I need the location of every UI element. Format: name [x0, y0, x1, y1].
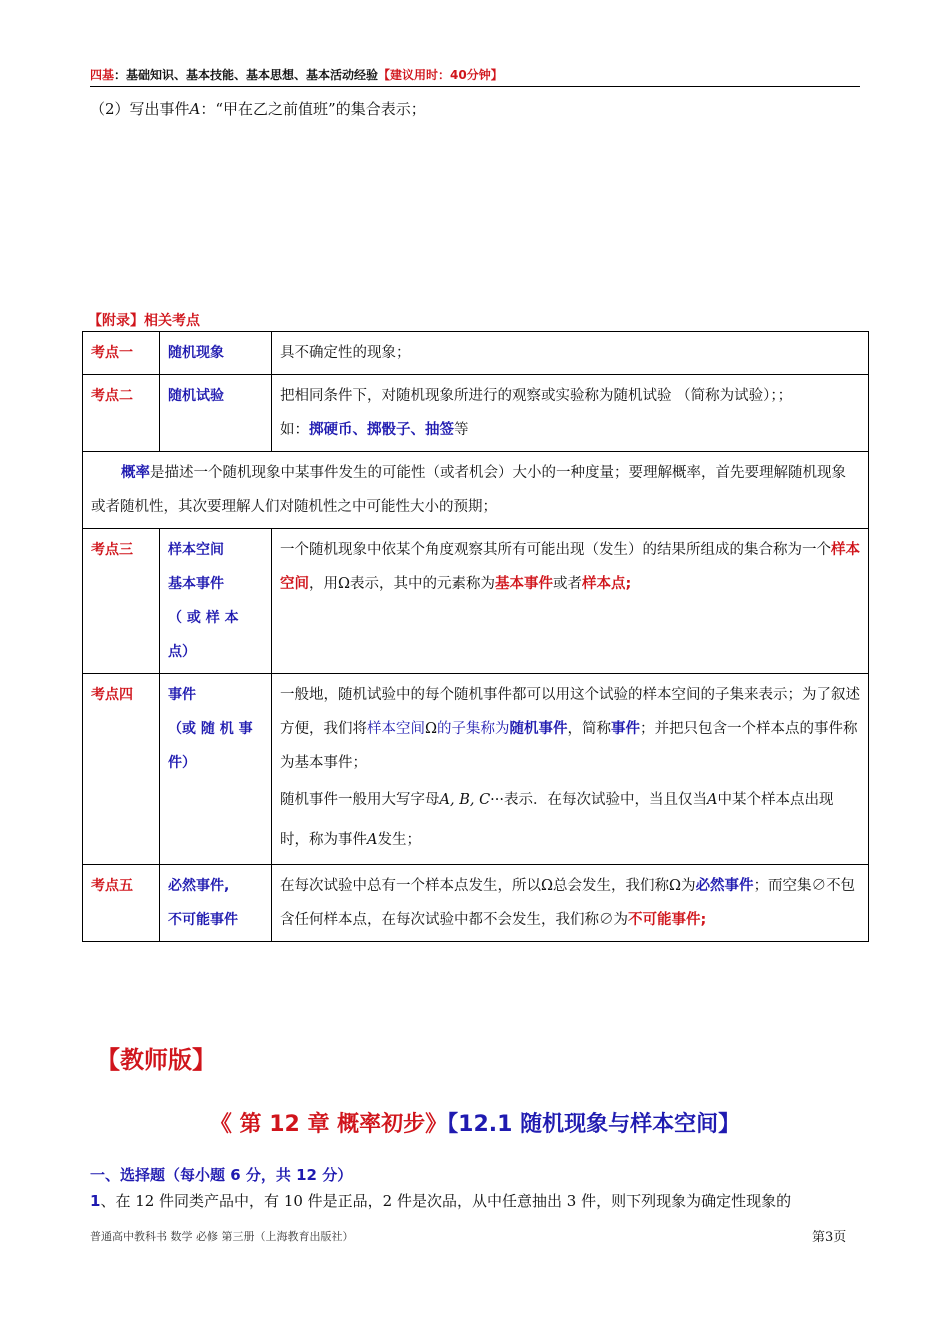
content-text: 随机事件一般用大写字母 [280, 792, 440, 808]
content-bold: 不可能事件; [628, 912, 707, 928]
point-name: 件） [168, 755, 196, 771]
content-text: 表示．在每次试验中，当且仅当 [504, 792, 707, 808]
point-name: 基本事件 [168, 576, 224, 592]
content-text: 中某个样本点出现时，称为事件 [280, 792, 834, 848]
point-name: 必然事件, [168, 878, 230, 894]
question-2-text-2: ：“甲在乙之前值班”的集合表示； [200, 100, 426, 118]
omega-symbol: Ω [338, 576, 351, 592]
content-text: ，简称 [567, 721, 612, 737]
point-content: 把相同条件下，对随机现象所进行的观察或实验称为随机试验 （简称为试验）；； [280, 388, 793, 404]
point-content: 具不确定性的现象； [280, 345, 411, 361]
point-label: 考点三 [91, 542, 133, 558]
point-name: 不可能事件 [168, 912, 238, 928]
point-name: 点） [168, 644, 196, 660]
content-text: 为 [613, 912, 628, 928]
question-text: 、在 12 件同类产品中，有 10 件是正品，2 件是次品，从中任意抽出 3 件，则下列现象为确定性现象的 [100, 1192, 792, 1210]
content-text: ；并把只包含一个样本点的事件称为基本事件； [280, 721, 858, 771]
point-label: 考点一 [91, 345, 133, 361]
content-blue: 的子集称为 [437, 721, 510, 737]
content-text: 不包含任何样本点，在每次试验中都不会发生，我们称 [280, 878, 856, 928]
table-row [83, 529, 869, 674]
header-time: 【建议用时：40分钟】 [378, 68, 503, 82]
content-bold: 随机事件 [509, 721, 568, 737]
omega-symbol: Ω [541, 878, 554, 894]
empty-set-symbol: ∅ [811, 878, 827, 894]
omega-symbol: Ω [669, 878, 682, 894]
question-2-text-1: （2）写出事件 [90, 100, 190, 118]
appendix-title: 【附录】相关考点 [88, 313, 200, 329]
table-row [83, 452, 869, 529]
content-text: ；而空集 [753, 878, 812, 894]
example-prefix: 如： [280, 422, 309, 438]
event-variable: A [707, 792, 718, 808]
content-bold: 样本空间 [280, 542, 860, 592]
note-bold: 概率 [121, 465, 150, 481]
point-content [272, 674, 869, 865]
point-content [272, 865, 869, 942]
section-title: 一、选择题（每小题 6 分，共 12 分） [90, 1166, 353, 1184]
point-content [272, 529, 869, 674]
footer-page-number: 第3页 [812, 1230, 847, 1245]
content-text: 表示，其中的元素称为 [350, 576, 496, 592]
content-text: 或者 [553, 576, 583, 592]
question-number: 1 [90, 1192, 101, 1210]
point-name: （或 随 机 事 [168, 721, 253, 737]
point-name: 样本空间 [168, 542, 224, 558]
content-text: 发生； [377, 832, 421, 848]
point-name: 随机试验 [168, 388, 224, 404]
chapter-title-part-2: 【12.1 随机现象与样本空间】 [447, 1112, 741, 1137]
header-prefix: 四基 [90, 68, 115, 82]
content-bold: 事件 [611, 721, 641, 737]
content-text: ，用 [309, 576, 338, 592]
point-example [280, 413, 860, 447]
teacher-label: 【教师版】 [96, 1046, 216, 1074]
note-text: 是描述一个随机现象中某事件发生的可能性（或者机会）大小的一种度量；要理解概率，首先要理解随机现象或者随机性，其次要理解人们对随机性之中可能性大小的预期； [91, 465, 846, 515]
table-row [83, 865, 869, 942]
table-row [83, 375, 869, 452]
knowledge-points-table [82, 331, 869, 942]
content-text: 一般地，随机试验中的每个随机事件都可以用这个试验的样本空间的子集来表示；为了叙述方便，我们将 [280, 687, 860, 737]
page-header [90, 66, 860, 87]
footer-book-title: 普通高中教科书 数学 必修 第三册（上海教育出版社） [90, 1230, 354, 1243]
header-items: 基础知识、基本技能、基本思想、基本活动经验 [126, 68, 379, 82]
content-blue: 样本空间 [367, 721, 425, 737]
question-1 [90, 1190, 862, 1211]
content-text: 为 [681, 878, 696, 894]
table-row [83, 674, 869, 865]
content-bold: 基本事件 [495, 576, 554, 592]
example-suffix: 等 [454, 422, 469, 438]
content-bold: 必然事件 [695, 878, 754, 894]
point-name: （ 或 样 本 [168, 610, 239, 626]
content-bold: 样本点; [582, 576, 632, 592]
ellipsis: ··· [490, 792, 504, 808]
point-name: 事件 [168, 687, 196, 703]
question-2 [90, 98, 426, 119]
empty-set-symbol: ∅ [599, 912, 614, 928]
abc-variables: A, B, C [439, 792, 491, 808]
event-variable: A [367, 832, 378, 848]
point-label: 考点二 [91, 388, 133, 404]
header-colon: ： [114, 68, 127, 82]
point-label: 考点五 [91, 878, 133, 894]
content-text: 在每次试验中总有一个样本点发生，所以 [280, 878, 541, 894]
example-bold: 掷硬币、掷骰子、抽签 [309, 422, 454, 438]
content-text: 总会发生，我们称 [553, 878, 670, 894]
point-name: 随机现象 [168, 345, 224, 361]
chapter-title [0, 1107, 950, 1138]
event-variable: A [189, 100, 201, 118]
omega-symbol: Ω [425, 721, 438, 737]
content-text: 一个随机现象中依某个角度观察其所有可能出现（发生）的结果所组成的集合称为一个 [280, 542, 831, 558]
chapter-title-part-1: 《 第 12 章 概率初步》 [209, 1112, 448, 1137]
table-row [83, 332, 869, 375]
point-label: 考点四 [91, 687, 133, 703]
